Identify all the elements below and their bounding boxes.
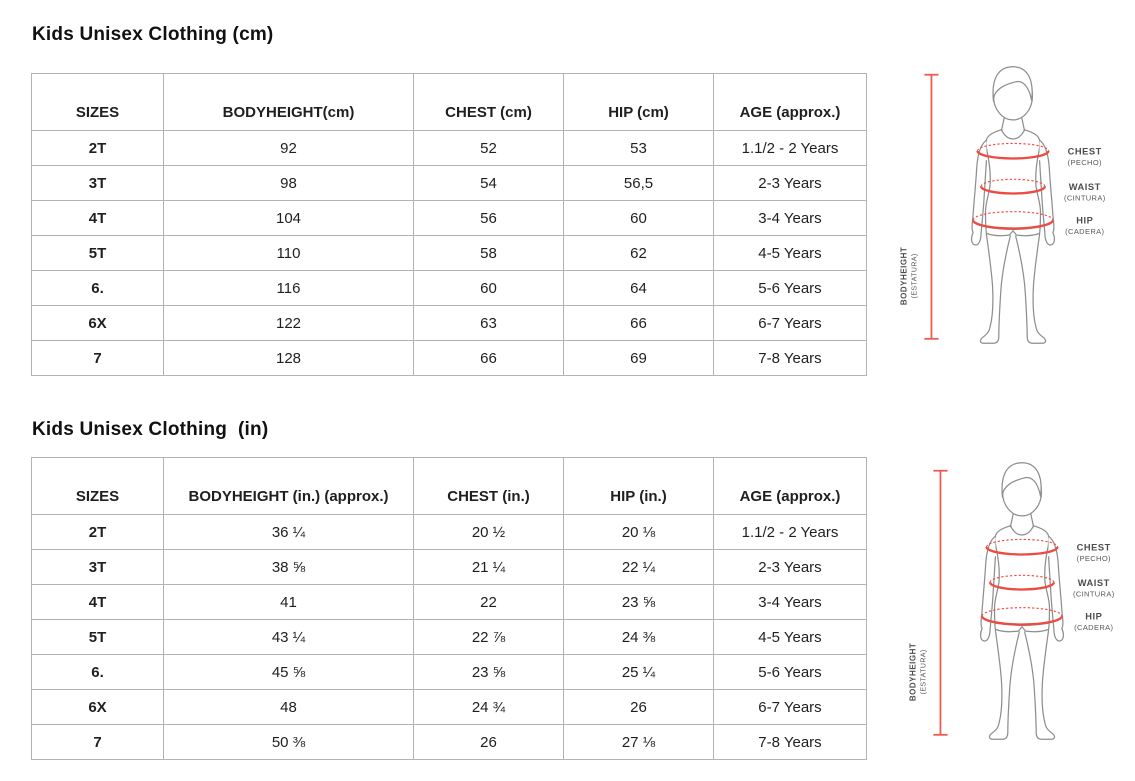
table-cell: 7 [32, 341, 164, 376]
column-header: CHEST (cm) [414, 74, 564, 131]
table-cell: 66 [564, 306, 714, 341]
waist-sublabel: (CINTURA) [1072, 589, 1115, 599]
table-cell: 54 [414, 166, 564, 201]
table-cell: 24 ¾ [414, 690, 564, 725]
table-row [32, 166, 867, 201]
hip-label: HIP [1085, 611, 1103, 622]
table-cell: 3T [32, 166, 164, 201]
table-cell: 26 [414, 725, 564, 760]
table-cell: 5-6 Years [714, 655, 867, 690]
table-cell: 62 [564, 236, 714, 271]
table-cell: 22 [414, 585, 564, 620]
table-cell: 43 ¼ [164, 620, 414, 655]
hip-sublabel: (CADERA) [1074, 623, 1114, 633]
table-row [32, 585, 867, 620]
table-cell: 52 [414, 131, 564, 166]
table-cell: 22 ⅞ [414, 620, 564, 655]
table-cell: 6. [32, 655, 164, 690]
table-cell: 66 [414, 341, 564, 376]
section-title-in: Kids Unisex Clothing (in) [32, 419, 269, 440]
table-cell: 60 [414, 271, 564, 306]
table-row [32, 131, 867, 166]
table-row [32, 620, 867, 655]
table-cell: 5T [32, 620, 164, 655]
table-cell: 4-5 Years [714, 620, 867, 655]
table-cell: 6X [32, 690, 164, 725]
table-cell: 1.1/2 - 2 Years [714, 515, 867, 550]
section-title-cm: Kids Unisex Clothing (cm) [32, 24, 274, 45]
table-cell: 2T [32, 131, 164, 166]
table-cell: 2-3 Years [714, 166, 867, 201]
column-header: SIZES [32, 74, 164, 131]
column-header: BODYHEIGHT(cm) [164, 74, 414, 131]
chest-sublabel: (PECHO) [1067, 158, 1102, 168]
table-cell: 7-8 Years [714, 725, 867, 760]
table-cell: 69 [564, 341, 714, 376]
table-cell: 2-3 Years [714, 550, 867, 585]
table-cell: 3-4 Years [714, 201, 867, 236]
hip-sublabel: (CADERA) [1065, 227, 1105, 237]
size-table-in [31, 457, 867, 760]
table-cell: 116 [164, 271, 414, 306]
table-cell: 7-8 Years [714, 341, 867, 376]
table-cell: 22 ¼ [564, 550, 714, 585]
table-cell: 27 ⅛ [564, 725, 714, 760]
table-cell: 4T [32, 585, 164, 620]
column-header: AGE (approx.) [714, 458, 867, 515]
bodyheight-measure-line [924, 75, 938, 339]
body-measurement-figure-icon [896, 57, 1122, 354]
chest-label: CHEST [1067, 146, 1102, 157]
table-row [32, 725, 867, 760]
table-cell: 26 [564, 690, 714, 725]
table-cell: 4T [32, 201, 164, 236]
waist-label: WAIST [1068, 181, 1101, 192]
body-measurement-figure-in [905, 453, 1131, 750]
table-cell: 6-7 Years [714, 690, 867, 725]
table-cell: 20 ⅛ [564, 515, 714, 550]
table-cell: 2T [32, 515, 164, 550]
table-cell: 23 ⅝ [564, 585, 714, 620]
hip-label: HIP [1076, 215, 1094, 226]
column-header: SIZES [32, 458, 164, 515]
table-cell: 64 [564, 271, 714, 306]
table-cell: 4-5 Years [714, 236, 867, 271]
table-cell: 98 [164, 166, 414, 201]
table-cell: 20 ½ [414, 515, 564, 550]
table-row [32, 306, 867, 341]
bodyheight-label: BODYHEIGHT [908, 642, 918, 702]
column-header: AGE (approx.) [714, 74, 867, 131]
kid-body-outline [972, 67, 1055, 344]
bodyheight-measure-line [933, 471, 947, 735]
header-row [32, 74, 867, 131]
table-row [32, 271, 867, 306]
table-cell: 60 [564, 201, 714, 236]
table-cell: 23 ⅝ [414, 655, 564, 690]
table-row [32, 655, 867, 690]
bodyheight-label: BODYHEIGHT [899, 246, 909, 306]
table-cell: 122 [164, 306, 414, 341]
header-row [32, 458, 867, 515]
bodyheight-sublabel: (ESTATURA) [919, 649, 928, 695]
column-header: CHEST (in.) [414, 458, 564, 515]
table-cell: 128 [164, 341, 414, 376]
table-row [32, 341, 867, 376]
table-cell: 3T [32, 550, 164, 585]
table-cell: 56 [414, 201, 564, 236]
waist-label: WAIST [1077, 577, 1110, 588]
kid-body-outline [981, 463, 1064, 740]
table-cell: 58 [414, 236, 564, 271]
table-row [32, 690, 867, 725]
table-cell: 6. [32, 271, 164, 306]
table-cell: 25 ¼ [564, 655, 714, 690]
chest-label: CHEST [1076, 542, 1111, 553]
table-cell: 24 ⅜ [564, 620, 714, 655]
table-cell: 5-6 Years [714, 271, 867, 306]
waist-sublabel: (CINTURA) [1063, 193, 1106, 203]
table-cell: 63 [414, 306, 564, 341]
table-cell: 21 ¼ [414, 550, 564, 585]
table-row [32, 550, 867, 585]
table-row [32, 236, 867, 271]
table-cell: 36 ¼ [164, 515, 414, 550]
body-measurement-figure-icon [905, 453, 1131, 750]
table-cell: 48 [164, 690, 414, 725]
table-cell: 1.1/2 - 2 Years [714, 131, 867, 166]
table-cell: 53 [564, 131, 714, 166]
table-cell: 41 [164, 585, 414, 620]
table-cell: 5T [32, 236, 164, 271]
column-header: BODYHEIGHT (in.) (approx.) [164, 458, 414, 515]
table-cell: 56,5 [564, 166, 714, 201]
size-table-cm [31, 73, 867, 376]
table-cell: 50 ⅜ [164, 725, 414, 760]
body-measurement-figure-cm [896, 57, 1122, 354]
table-cell: 7 [32, 725, 164, 760]
table-cell: 110 [164, 236, 414, 271]
bodyheight-sublabel: (ESTATURA) [910, 253, 919, 299]
table-cell: 45 ⅝ [164, 655, 414, 690]
table-cell: 92 [164, 131, 414, 166]
table-cell: 6-7 Years [714, 306, 867, 341]
table-row [32, 201, 867, 236]
table-cell: 38 ⅝ [164, 550, 414, 585]
table-cell: 104 [164, 201, 414, 236]
column-header: HIP (cm) [564, 74, 714, 131]
chest-sublabel: (PECHO) [1076, 554, 1111, 564]
table-cell: 6X [32, 306, 164, 341]
table-row [32, 515, 867, 550]
table-cell: 3-4 Years [714, 585, 867, 620]
column-header: HIP (in.) [564, 458, 714, 515]
